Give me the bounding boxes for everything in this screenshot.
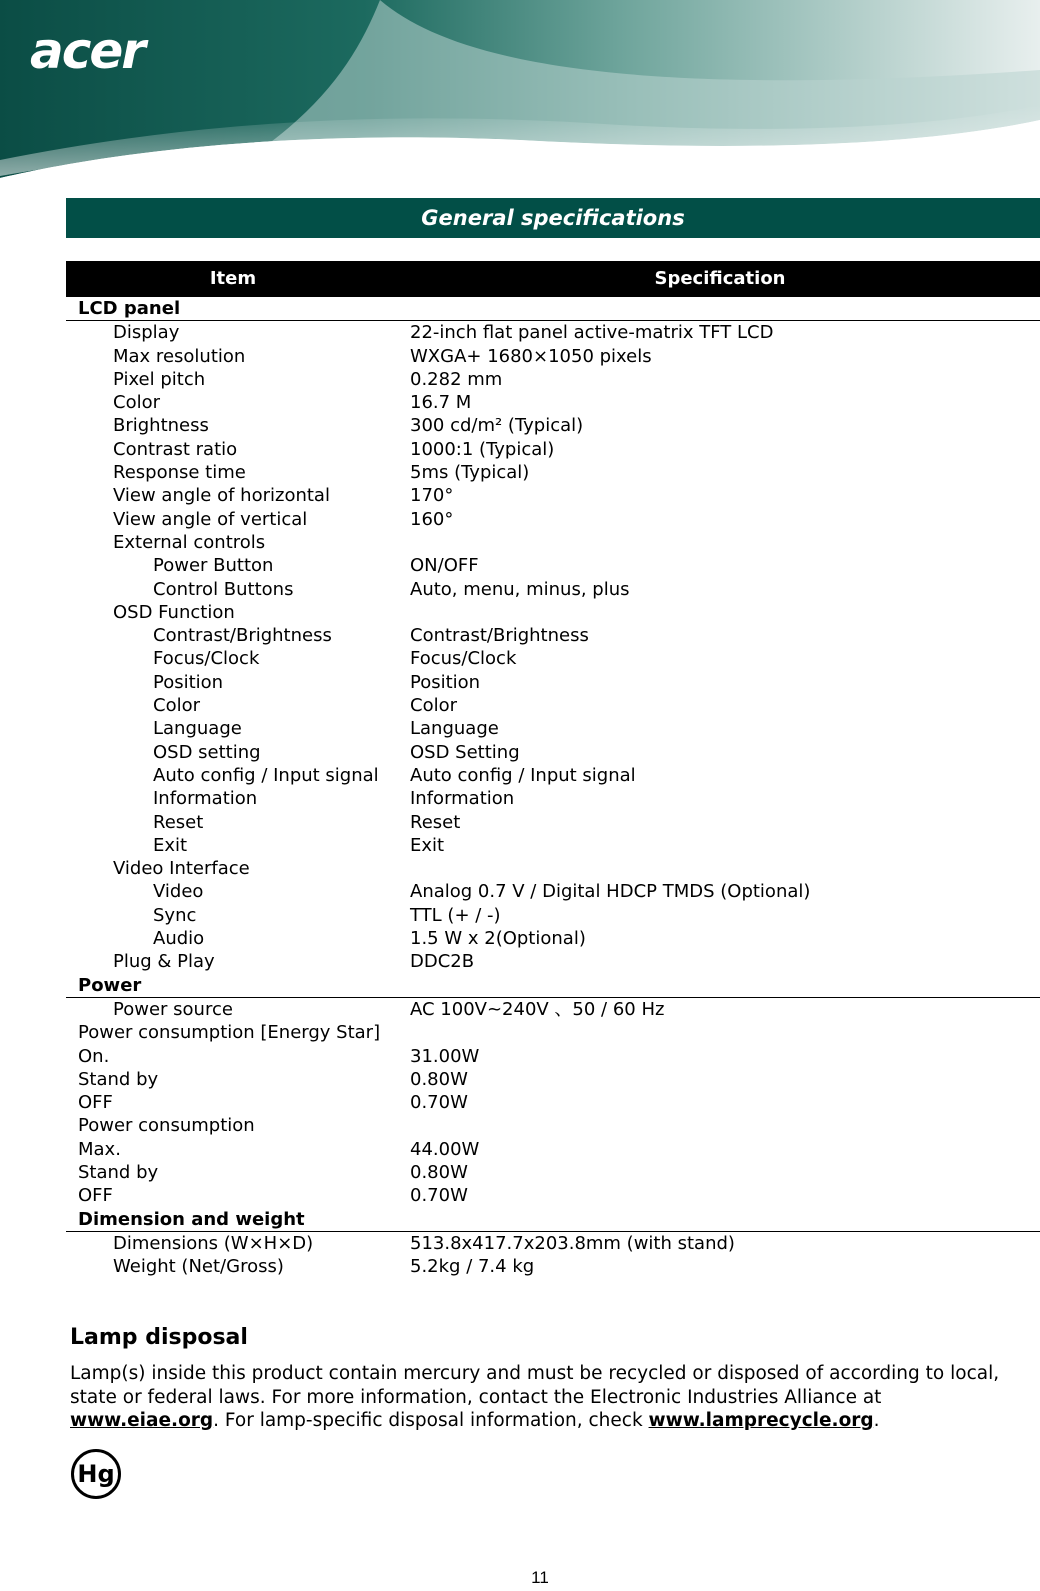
item-cell: View angle of horizontal [113, 485, 330, 507]
table-row [66, 880, 1040, 903]
table-row [66, 1068, 1040, 1091]
item-cell: Max. [78, 1138, 121, 1160]
item-cell: Plug & Play [113, 951, 215, 973]
table-row [66, 1161, 1040, 1184]
table-row [66, 1114, 1040, 1137]
spec-cell: 0.70W [410, 1092, 468, 1114]
spec-cell: 16.7 M [410, 392, 472, 414]
item-cell: Power consumption [Energy Star] [78, 1022, 381, 1044]
table-row [66, 601, 1040, 624]
table-row [66, 717, 1040, 740]
spec-cell: 44.00W [410, 1138, 480, 1160]
page-number: 11 [531, 1568, 549, 1587]
table-row [66, 578, 1040, 601]
item-cell: Power Button [153, 555, 274, 577]
spec-cell: WXGA+ 1680×1050 pixels [410, 345, 652, 367]
spec-cell: 0.80W [410, 1068, 468, 1090]
section-label: Dimension and weight [78, 1208, 305, 1230]
column-header-item: Item [209, 268, 257, 289]
item-cell: Sync [153, 904, 197, 926]
table-row [66, 368, 1040, 391]
spec-cell: Auto config / Input signal [410, 764, 636, 786]
table-section-row [66, 1208, 1040, 1232]
lamp-disposal-paragraph [70, 1362, 1030, 1433]
spec-cell: OSD Setting [410, 741, 520, 763]
item-cell: Pixel pitch [113, 368, 206, 390]
item-cell: Focus/Clock [153, 648, 260, 670]
item-cell: Brightness [113, 415, 209, 437]
spec-cell: Auto, menu, minus, plus [410, 578, 630, 600]
table-row [66, 834, 1040, 857]
mercury-hg-icon: Hg [71, 1449, 121, 1499]
spec-cell: Information [410, 788, 515, 810]
item-cell: OSD setting [153, 741, 261, 763]
table-row [66, 787, 1040, 810]
item-cell: Control Buttons [153, 578, 294, 600]
table-row [66, 1091, 1040, 1114]
table-row [66, 764, 1040, 787]
spec-cell: 31.00W [410, 1045, 480, 1067]
lamp-text-part-3: . [873, 1410, 880, 1431]
item-cell: Response time [113, 462, 246, 484]
item-cell: Stand by [78, 1161, 159, 1183]
table-row [66, 998, 1040, 1021]
spec-cell: 5ms (Typical) [410, 462, 530, 484]
table-row [66, 857, 1040, 880]
spec-cell: Exit [410, 834, 445, 856]
spec-cell: Focus/Clock [410, 648, 517, 670]
table-row [66, 391, 1040, 414]
specification-table [66, 297, 1040, 1278]
header-banner [0, 0, 1040, 180]
table-row [66, 1138, 1040, 1161]
eiae-link[interactable]: www.eiae.org [70, 1410, 214, 1431]
table-row [66, 438, 1040, 461]
table-row [66, 461, 1040, 484]
column-header-specification: Specification [654, 268, 786, 289]
spec-cell: 160° [410, 508, 454, 530]
spec-cell: AC 100V~240V 、50 / 60 Hz [410, 998, 665, 1020]
table-row [66, 554, 1040, 577]
table-section-row [66, 297, 1040, 321]
spec-cell: 22-inch flat panel active-matrix TFT LCD [410, 322, 774, 344]
table-row [66, 531, 1040, 554]
spec-cell: 0.80W [410, 1161, 468, 1183]
spec-cell: Analog 0.7 V / Digital HDCP TMDS (Optional) [410, 881, 811, 903]
lamp-text-part-1: Lamp(s) inside this product contain mercury and must be recycled or disposed of according to local, state or federal laws. For more information, contact the Electronic Industries Alliance at [70, 1363, 1000, 1408]
spec-cell: DDC2B [410, 951, 475, 973]
table-row [66, 1255, 1040, 1278]
table-row [66, 904, 1040, 927]
table-row [66, 694, 1040, 717]
acer-logo: acer [30, 22, 144, 80]
item-cell: Stand by [78, 1068, 159, 1090]
spec-cell: Contrast/Brightness [410, 625, 589, 647]
table-row [66, 414, 1040, 437]
table-header [66, 261, 1040, 297]
item-cell: Dimensions (W×H×D) [113, 1232, 314, 1254]
spec-cell: ON/OFF [410, 555, 479, 577]
item-cell: Video [153, 881, 204, 903]
table-row [66, 671, 1040, 694]
item-cell: Language [153, 718, 242, 740]
item-cell: On. [78, 1045, 110, 1067]
spec-cell: Language [410, 718, 499, 740]
section-label: Power [78, 974, 142, 996]
table-row [66, 484, 1040, 507]
spec-cell: 5.2kg / 7.4 kg [410, 1256, 535, 1278]
table-section-row [66, 974, 1040, 998]
item-cell: Weight (Net/Gross) [113, 1256, 284, 1278]
table-row [66, 345, 1040, 368]
spec-cell: 1000:1 (Typical) [410, 438, 555, 460]
spec-cell: 170° [410, 485, 454, 507]
lamp-text-part-2: . For lamp-specific disposal information, check [213, 1410, 649, 1431]
lamprecycle-link[interactable]: www.lamprecycle.org [648, 1410, 874, 1431]
item-cell: Contrast ratio [113, 438, 238, 460]
item-cell: Power consumption [78, 1115, 255, 1137]
spec-cell: TTL (+ / -) [410, 904, 501, 926]
item-cell: Contrast/Brightness [153, 625, 332, 647]
table-row [66, 1184, 1040, 1207]
table-row [66, 508, 1040, 531]
table-row [66, 1045, 1040, 1068]
spec-cell: Reset [410, 811, 461, 833]
item-cell: Audio [153, 928, 205, 950]
item-cell: Max resolution [113, 345, 246, 367]
item-cell: OSD Function [113, 601, 235, 623]
item-cell: OFF [78, 1092, 113, 1114]
item-cell: Color [113, 392, 160, 414]
item-cell: View angle of vertical [113, 508, 308, 530]
lamp-disposal-heading: Lamp disposal [70, 1325, 248, 1350]
item-cell: Reset [153, 811, 204, 833]
item-cell: Power source [113, 998, 233, 1020]
table-row [66, 647, 1040, 670]
table-row [66, 321, 1040, 344]
table-row [66, 927, 1040, 950]
table-row [66, 741, 1040, 764]
section-title-banner: General specifications [66, 198, 1040, 238]
spec-cell: Position [410, 671, 481, 693]
table-row [66, 1021, 1040, 1044]
table-row [66, 624, 1040, 647]
spec-cell: Color [410, 695, 457, 717]
item-cell: Auto config / Input signal [153, 764, 379, 786]
item-cell: Display [113, 322, 180, 344]
item-cell: Color [153, 695, 200, 717]
item-cell: External controls [113, 531, 266, 553]
item-cell: Exit [153, 834, 188, 856]
spec-cell: 0.70W [410, 1185, 468, 1207]
table-row [66, 950, 1040, 973]
item-cell: Position [153, 671, 224, 693]
item-cell: Information [153, 788, 258, 810]
item-cell: Video Interface [113, 858, 250, 880]
spec-cell: 1.5 W x 2(Optional) [410, 928, 586, 950]
table-row [66, 811, 1040, 834]
section-label: LCD panel [78, 298, 181, 319]
spec-cell: 0.282 mm [410, 368, 503, 390]
item-cell: OFF [78, 1185, 113, 1207]
spec-cell: 513.8x417.7x203.8mm (with stand) [410, 1232, 735, 1254]
table-row [66, 1232, 1040, 1255]
spec-cell: 300 cd/m² (Typical) [410, 415, 584, 437]
